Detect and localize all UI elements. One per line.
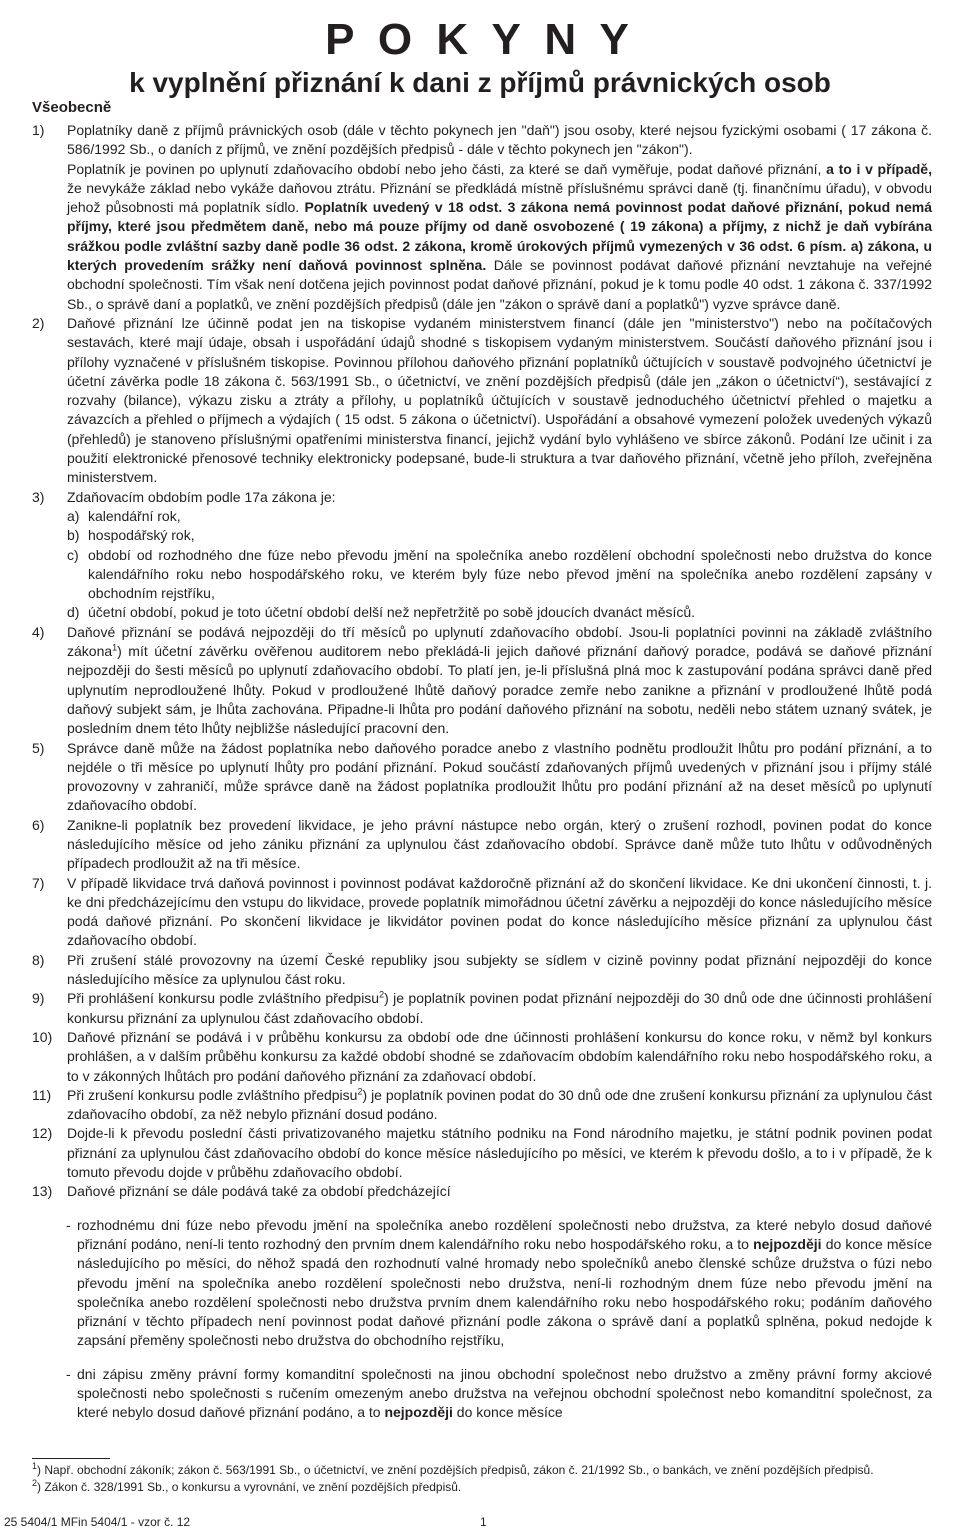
instruction-item-10 (32, 1028, 932, 1086)
item-9-text: Při prohlášení konkursu podle zvláštního předpisu$^2$) je poplatník povinen podat přiznání nejpozději do 30 dnů ode dne účinnosti prohlášení konkursu přiznání za uplynulou část zdaňovacího období. (67, 989, 932, 1026)
item-8-text: Při zrušení stálé provozovny na území České republiky jsou subjekty se sídlem v cizině povinny podat přiznání nejpozději do konce následujícího měsíce za uplynulou část roku. (67, 951, 932, 988)
item-12-text: Dojde-li k převodu poslední části privatizovaného majetku státního podniku na Fond národního majetku, je státní podnik povinen podat přiznání za uplynulou část zdaňovacího období do konce měsíce následujícího po měsíci, ve kterém k převodu došlo, a to i v případě, že k tomuto převodu dojde v průběhu zdaňovacího období. (67, 1125, 932, 1181)
item-number: 1) (32, 122, 45, 138)
instruction-item-12 (32, 1124, 932, 1182)
footnote-ref: 2 (357, 1086, 363, 1097)
item-number: 2) (32, 314, 45, 331)
instruction-item-8 (32, 951, 932, 990)
instruction-item-7 (32, 874, 932, 951)
item-10-text: Daňové přiznání se podává i v průběhu konkursu za období ode dne účinnosti prohlášení konkursu do konce roku, v němž byl konkurs prohlášen, a v dalším průběhu konkursu za každé období shodné se zdaňovacím obdobím kalendářního roku nebo hospodářského roku, a to v zákonných lhůtách pro podání daňového přiznání za zdaňovací období. (67, 1028, 932, 1084)
item-13-dash-1: - rozhodnému dni fúze nebo převodu jmění na společníka anebo rozdělení společnosti nebo družstva, za které nebylo dosud daňové přiznání podáno, není-li tento rozhodný den prvním dnem kalendářního roku nebo hospodářského roku, a to nejpozději do konce měsíce následujícího po měsíci, do něhož spadá den rozhodnutí valné hromady nebo společníků anebo členské schůze družstva o fúzi nebo převodu jmění na společníka anebo rozdělení společnosti nebo družstva, není-li rozhodným dnem fúze nebo převodu jmění na společníka anebo rozdělení společnosti nebo družstva prvním dnem kalendářního roku nebo hospodářského roku; podáním daňového přiznání v těchto případech není povinnost podat daňové přiznání podle zákona o správě daní a poplatků splněna, pokud nedojde k zapsání přeměny společnosti nebo družstva do obchodního rejstříku, (66, 1216, 933, 1349)
page-number: 1 (480, 1515, 487, 1529)
footnote-ref: 2 (379, 989, 385, 1000)
footnote-ref: 1 (112, 642, 118, 653)
item-13-intro: Daňové přiznání se dále podává také za období předcházející (67, 1183, 451, 1200)
item-number: 8) (32, 951, 45, 968)
item-number: 4) (32, 623, 45, 640)
item-13-dash-2: - dni zápisu změny právní formy komanditní společnosti na jinou obchodní společnost nebo družstvo a změny právní formy akciové společnosti nebo společnosti s ručením omezeným anebo družstva na veřejnou obchodní společnost nebo komanditní společnost, za které nebylo dosud daňové přiznání podáno, a to nejpozději do konce měsíce (66, 1365, 932, 1421)
instruction-item-2 (32, 314, 932, 488)
item-number: 11) (32, 1086, 52, 1103)
item-3-option-b: b) hospodářský rok, (67, 527, 195, 544)
item-number: 13) (32, 1183, 53, 1200)
footnote-2: $^2$) Zákon č. 328/1991 Sb., o konkursu a vyrovnání, ve znění pozdějších předpisů. (32, 1478, 462, 1494)
item-2-text: Daňové přiznání lze účinně podat jen na tiskopise vydaném ministerstvem financí (dále jen "ministerstvo") nebo na počítačových sestavách, které mají údaje, obsah i uspořádání údajů shodné s tiskopisem vydaným ministerstvem. Součástí daňového přiznání jsou i přílohy vyznačené v příslušném tiskopise. Povinnou přílohou daňového přiznání poplatníků účtujících v soustavě podvojného účetnictví je účetní závěrka podle 18 zákona č. 563/1991 Sb., o účetnictví, ve znění pozdějších předpisů (dále jen „zákon o účetnictví“), sestávající z rozvahy (bilance), výkazu zisku a ztráty a přílohy, u poplatníků účtujících v soustavě jednoduchého účetnictví přehled o majetku a závazcích a přehled o příjmech a výdajích ( 15 odst. 5 zákona o účetnictví). Uspořádání a obsahové vymezení položek uvedených výkazů (přehledů) je stanoveno příslušnými opatřeními ministerstva financí, jejichž vydání bylo vyhlášeno ve sbírce zákonů. Podání lze učinit i za použití elektronické přenosové techniky elektronicky podepsané, bude-li struktura a tvar daňového přiznání, včetně jeho příloh, zveřejněna ministerstvem. (67, 314, 932, 486)
instruction-item-5 (32, 739, 932, 816)
instruction-item-1 (32, 121, 932, 314)
instruction-item-3 (32, 488, 932, 623)
form-code: 25 5404/1 MFin 5404/1 - vzor č. 12 (4, 1515, 191, 1529)
item-11-text: Při zrušení konkursu podle zvláštního předpisu$^2$) je poplatník povinen podat do 30 dnů ode dne zrušení konkursu přiznání za uplynulou část zdaňovacího období, za něž nebylo přiznání dosud podáno. (67, 1086, 932, 1123)
item-7-text: V případě likvidace trvá daňová povinnost i povinnost podávat každoročně přiznání až do skončení likvidace. Ke dni ukončení činnosti, t. j. ke dni předcházejícímu den vstupu do likvidace, provede poplatník mimořádnou účetní závěrku a nejpozději do konce následujícího měsíce podá daňové přiznání. Po skončení likvidace je likvidátor povinen podat do konce následujícího měsíce přiznání za uplynulou část zdaňovacího období. (67, 874, 932, 949)
item-1-paragraph-1: Poplatníky daně z příjmů právnických osob (dále v těchto pokynech jen "daň") jsou osoby, které nejsou fyzickými osobami ( 17 zákona č. 586/1992 Sb., o daních z příjmů, ve znění pozdějších předpisů - dále v těchto pokynech jen "zákon"). (67, 122, 932, 158)
item-1-paragraph-2: Poplatník je povinen po uplynutí zdaňovacího období nebo jeho části, za které se daň vyměřuje, podat daňové přiznání, a to i v případě, že nevykáže základ nebo vykáže daňovou ztrátu. Přiznání se předkládá místně příslušnému správci daně (tj. finančnímu úřadu), v obvodu jehož působnosti má poplatník sídlo. Poplatník uvedený v 18 odst. 3 zákona nemá povinnost podat daňové přiznání, pokud nemá příjmy, které jsou předmětem daně, nebo má pouze příjmy od daně osvobozené ( 19 zákona) a příjmy, z nichž je daň vybírána srážkou podle zvláštní sazby daně podle 36 odst. 2 zákona, kromě úrokových příjmů vymezených v 36 odst. 6 písm. a) zákona, u kterých provedením srážky není daňová povinnost splněna. Dále se povinnost podávat daňové přiznání nevztahuje na veřejné obchodní společnosti. Tím však není dotčena jejich povinnost podat daňové přiznání, pokud je k tomu podle 40 odst. 1 zákona č. 337/1992 Sb., o správě daní a poplatků, ve znění pozdějších předpisů (dále jen "zákon o správě daní a poplatků") vyzve správce daně. (67, 160, 933, 312)
item-number: 7) (32, 874, 45, 891)
instruction-item-13 (32, 1182, 932, 1201)
item-3-intro: Zdaňovacím obdobím podle 17a zákona je: (67, 488, 336, 505)
instruction-item-6 (32, 816, 932, 874)
item-number: 12) (32, 1125, 53, 1142)
item-number: 5) (32, 739, 45, 756)
item-5-text: Správce daně může na žádost poplatníka nebo daňového poradce anebo z vlastního podnětu prodloužit lhůtu pro podání přiznání, a to nejdéle o tři měsíce po uplynutí lhůty pro podání přiznání. Pokud součástí zdaňovaných příjmů uvedených v přiznání jsou i příjmy stálé provozovny v zahraničí, může správce daně na žádost poplatníka prodloužit lhůtu pro podání přiznání až na deset měsíců po uplynutí zdaňovacího období. (67, 739, 932, 814)
footnotes (32, 1462, 932, 1496)
item-4-text: Daňové přiznání se podává nejpozději do tří měsíců po uplynutí zdaňovacího období. Jsou-li poplatníci povinni na základě zvláštního zákona$^1$) mít účetní závěrku ověřenou auditorem nebo překládá-li jejich daňové přiznání daňový poradce, podává se daňové přiznání nejpozději do šesti měsíců po uplynutí zdaňovacího období. To platí jen, je-li příslušná plná moc k zastupování podána správci daně před uplynutím neprodloužené lhůty. Pokud v prodloužené lhůtě daňový poradce zemře nebo zanikne a přiznání v prodloužené lhůtě podá daňový subjekt sám, je lhůta zachována. Připadne-li lhůta pro podání daňového přiznání na sobotu, neděli nebo státem uznaný svátek, je posledním dnem této lhůty nejbližše následující pracovní den. (67, 623, 932, 737)
item-3-option-a: a) kalendářní rok, (67, 507, 181, 524)
item-number: 6) (32, 816, 45, 833)
item-number: 3) (32, 488, 45, 505)
instruction-item-9 (32, 989, 932, 1028)
item-3-option-c: c) období od rozhodného dne fúze nebo převodu jmění na společníka anebo rozdělení obchodní společnosti nebo družstva do konce kalendářního roku nebo hospodářského roku, ve kterém byly fúze nebo převod jmění na společníka anebo rozdělení zapsány v obchodním rejstříku, (67, 546, 932, 602)
item-6-text: Zanikne-li poplatník bez provedení likvidace, je jeho právní nástupce nebo orgán, který o zrušení rozhodl, povinen podat do konce následujícího měsíce od jeho zániku přiznání za uplynulou část zdaňovacího období. Správce daně může tuto lhůtu v odůvodněných případech prodloužit až na tři měsíce. (67, 816, 932, 872)
document-subtitle: k vyplnění přiznání k dani z příjmů právnických osob (129, 67, 831, 98)
footnote-1: $^1$) Např. obchodní zákoník; zákon č. 563/1991 Sb., o účetnictví, ve znění pozdějších předpisů, zákon č. 21/1992 Sb., o bankách, ve znění pozdějších předpisů. (32, 1461, 874, 1477)
instruction-item-4 (32, 623, 932, 739)
section-heading: Všeobecně (32, 99, 112, 116)
footnote-separator (32, 1458, 110, 1459)
item-number: 10) (32, 1028, 53, 1045)
instructions-body (32, 121, 932, 1437)
item-number: 9) (32, 990, 45, 1007)
instruction-item-11 (32, 1086, 932, 1125)
item-3-option-d: d) účetní období, pokud je toto účetní období delší než nepřetržitě po sobě jdoucích dvanáct měsíců. (67, 604, 696, 621)
document-title: P O K Y N Y (325, 15, 635, 64)
